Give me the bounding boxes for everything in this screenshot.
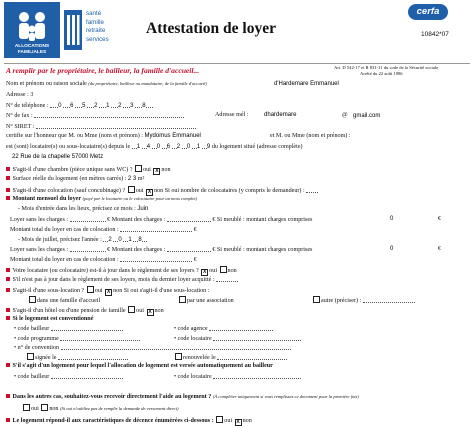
email-label: Adresse mél : xyxy=(215,112,249,118)
july-charges-field[interactable] xyxy=(167,246,211,252)
name-row xyxy=(6,81,207,88)
since-label-1: est (sont) locataire(s) ou sous-locataire(s) depuis le xyxy=(6,144,131,150)
lodging-address-field[interactable]: 22 Rue de la chapelle 57000 Metz xyxy=(12,154,104,160)
conv-locataire-field[interactable] xyxy=(213,335,301,341)
rent-july-total-row: Montant total du loyer en cas de colocation : € xyxy=(10,257,197,263)
question-room: S'agit-il d'une chambre (pièce unique sans WC) ? oui X non xyxy=(6,165,171,175)
fax-label: N° de fax : xyxy=(6,113,33,119)
name-label: Nom et prénom ou raison sociale xyxy=(6,81,87,87)
july-furnished-euro: € xyxy=(438,246,442,252)
rent-july-amounts-row: Loyer sans les charges : € Montant des charges : € Si meublé : montant charges comprises xyxy=(10,247,313,253)
conv-programme-row: • code programme xyxy=(14,335,140,343)
msa-line-services: services xyxy=(86,35,109,43)
email-user-field[interactable]: dhardemare xyxy=(264,112,297,118)
siret-row xyxy=(6,123,196,131)
direct-payment-yes-checkbox[interactable] xyxy=(23,404,30,411)
autres-cas-options: oui non (Si oui n'oubliez pas de remplir la demande de versement direct) xyxy=(22,404,179,413)
certify-tenant-field[interactable]: Mydomus Emmanuel xyxy=(144,133,201,139)
decence-yes-checkbox[interactable] xyxy=(216,416,223,423)
charges-amount-field[interactable] xyxy=(167,216,211,222)
phone-field[interactable]: 0 6 5 2 1 2 3 8 xyxy=(50,103,152,109)
direct-payment-no-checkbox[interactable] xyxy=(41,404,48,411)
july-year-field[interactable]: 2 0 1 8 xyxy=(103,237,146,243)
certify-label-1: certifie sur l'honneur que M. ou Mme (nom et prénom) : xyxy=(6,133,143,139)
phone-label: N° de téléphone : xyxy=(6,103,49,109)
question-sublet: S'agit-il d'une sous-location ? oui X non Si oui s'agit-il d'une sous-location : xyxy=(6,286,209,296)
siret-label: N° SIRET : xyxy=(6,124,35,130)
question-up-to-date: Votre locataire (ou colocataire) est-il à jour dans le règlement de ses loyers ? X oui non xyxy=(6,266,237,276)
decence-row: Le logement répond-il aux caractéristiques de décence énumérées ci-dessous : oui X non xyxy=(6,416,252,426)
since-date-field[interactable]: 1 4 0 6 2 0 1 9 xyxy=(132,144,212,150)
question-surface: Surface réelle du logement (en mètres carrés) : 2 3 m² xyxy=(6,176,144,183)
fax-field[interactable] xyxy=(34,112,184,118)
question-hotel: S'agit-il d'un hôtel ou d'une pension de famille oui X non xyxy=(6,306,164,316)
legal-ref-1: Art. D 542-17 et R 831-11 du code de la Sécurité sociale xyxy=(334,65,439,70)
phone-row xyxy=(6,102,153,110)
sublet-association: par une association xyxy=(178,296,234,305)
cerfa-number: 10842*07 xyxy=(421,31,449,38)
header-divider xyxy=(4,63,470,64)
msa-line-retraite: retraite xyxy=(86,27,106,35)
section-heading: A remplir par le propriétaire, le bailleur, la famille d'accueil... xyxy=(6,66,200,75)
vers-locataire-field[interactable] xyxy=(213,373,301,379)
conv-convention-field[interactable] xyxy=(61,344,291,350)
hotel-yes-checkbox[interactable] xyxy=(128,306,135,313)
conv-signee-row: signée le xyxy=(26,353,128,362)
conv-signee-checkbox[interactable] xyxy=(27,353,34,360)
conv-signee-field[interactable] xyxy=(58,354,128,360)
name-hint: (du propriétaire, bailleur ou mandataire, de la famille d'accueil) xyxy=(88,81,207,86)
question-last-paid: S'il n'est pas à jour dans le règlement de ses loyers, mois du dernier loyer acquitté : xyxy=(6,276,238,284)
surface-field[interactable]: 2 3 xyxy=(127,176,137,182)
sublet-options: dans une famille d'accueil xyxy=(28,296,100,305)
question-rent: Montant mensuel du loyer (payé par le locataire ou le colocataire pour un mois complet) xyxy=(6,196,197,203)
conventionne-heading: Si le logement est conventionné xyxy=(6,316,93,323)
furnished-amount-field[interactable]: 0 xyxy=(390,216,394,222)
fax-row xyxy=(6,112,184,120)
conv-convention-row: • n° de convention xyxy=(14,344,291,352)
rent-amount-field[interactable] xyxy=(70,216,106,222)
vers-bailleur-row: • code bailleur xyxy=(14,373,123,381)
rent-july-row: - Mois de juillet, précisez l'année : 2 0 1 8 xyxy=(18,236,147,244)
uptodate-no-checkbox[interactable] xyxy=(220,266,227,273)
coloc-yes-checkbox[interactable] xyxy=(128,186,135,193)
name-field[interactable]: d'Hardemare Emmanuel xyxy=(274,81,339,87)
autres-cas-row: Dans les autres cas, souhaitez-vous recevoir directement l'aide au logement ? (À compléter uniquement si vous remplissez ce document pour la première fois) xyxy=(6,394,359,401)
page-title: Attestation de loyer xyxy=(146,20,276,37)
decence-no-checkbox[interactable]: X xyxy=(236,419,240,425)
coloc-no-checkbox[interactable]: X xyxy=(147,189,152,195)
address-field[interactable]: Adresse : 3 xyxy=(6,92,34,98)
siret-field[interactable] xyxy=(36,123,196,129)
sublet-other-checkbox[interactable] xyxy=(313,296,320,303)
sublet-other-field[interactable] xyxy=(363,297,415,303)
sublet-association-checkbox[interactable] xyxy=(179,296,186,303)
since-label-2: du logement situé (adresse complète) xyxy=(211,144,303,150)
conv-renouvelee-field[interactable] xyxy=(217,354,287,360)
cerfa-logo: cerfa xyxy=(408,4,448,20)
sublet-yes-checkbox[interactable] xyxy=(87,286,94,293)
july-rent-field[interactable] xyxy=(70,246,106,252)
sublet-other: autre (préciser) : xyxy=(312,296,415,305)
question-colocation: S'agit-il d'une colocation (sauf concubinage) ? oui X non Si oui nombre de colocataires (y compris le demandeur) : xyxy=(6,186,318,196)
rent-month-field[interactable]: Juin xyxy=(137,206,149,212)
caf-name: ALLOCATIONS FAMILIALES xyxy=(14,44,50,55)
msa-logo xyxy=(64,10,82,50)
room-yes-checkbox[interactable] xyxy=(135,165,142,172)
email-domain-field[interactable]: gmail.com xyxy=(353,113,381,119)
conv-agence-field[interactable] xyxy=(209,325,273,331)
certify-label-2: et M. ou Mme (nom et prénom) : xyxy=(270,133,351,139)
rent-total-row: Montant total du loyer en cas de colocation : € xyxy=(10,227,197,233)
msa-emblem-icon xyxy=(64,10,82,50)
uptodate-yes-checkbox[interactable]: X xyxy=(203,269,207,275)
msa-line-sante: santé xyxy=(86,10,102,17)
email-at: @ xyxy=(342,112,348,118)
msa-lines xyxy=(86,10,109,44)
msa-line-famille: famille xyxy=(86,18,104,26)
since-row xyxy=(6,143,303,151)
coloc-count-field[interactable] xyxy=(306,187,318,193)
rent-amounts-row: Loyer sans les charges : € Montant des charges : € Si meublé : montant charges comprises xyxy=(10,217,313,223)
certify-row xyxy=(6,133,201,140)
july-total-field[interactable] xyxy=(120,256,192,262)
rent-month-row: - Mois d'entrée dans les lieux, précisez ce mois : Juin xyxy=(18,206,149,212)
conv-renouvelee-row: renouvelée le xyxy=(174,353,287,362)
july-furnished-field[interactable]: 0 xyxy=(390,246,394,252)
last-paid-field[interactable] xyxy=(216,276,238,282)
room-no-checkbox[interactable]: X xyxy=(155,168,159,174)
conv-bailleur-field[interactable] xyxy=(51,325,123,331)
versement-heading: S'il s'agit d'un logement pour lequel l'allocation de logement est versée automatiquement au bailleur xyxy=(6,363,273,370)
conv-bailleur-row: • code bailleur xyxy=(14,325,123,333)
vers-bailleur-field[interactable] xyxy=(51,373,123,379)
sublet-no-checkbox[interactable]: X xyxy=(106,289,111,295)
conv-programme-field[interactable] xyxy=(60,335,140,341)
conv-agence-row: • code agence xyxy=(174,325,273,333)
sublet-family-checkbox[interactable] xyxy=(29,296,36,303)
conv-renouvelee-checkbox[interactable] xyxy=(175,353,182,360)
legal-ref-2: Arrêté du 22 août 1986 xyxy=(360,71,403,76)
vers-locataire-row: • code locataire xyxy=(174,373,301,381)
email-row xyxy=(215,112,296,119)
rent-total-field[interactable] xyxy=(120,226,192,232)
hotel-no-checkbox[interactable]: X xyxy=(148,309,152,315)
conv-locataire-row: • code locataire xyxy=(174,335,301,343)
furnished-euro: € xyxy=(438,216,442,222)
